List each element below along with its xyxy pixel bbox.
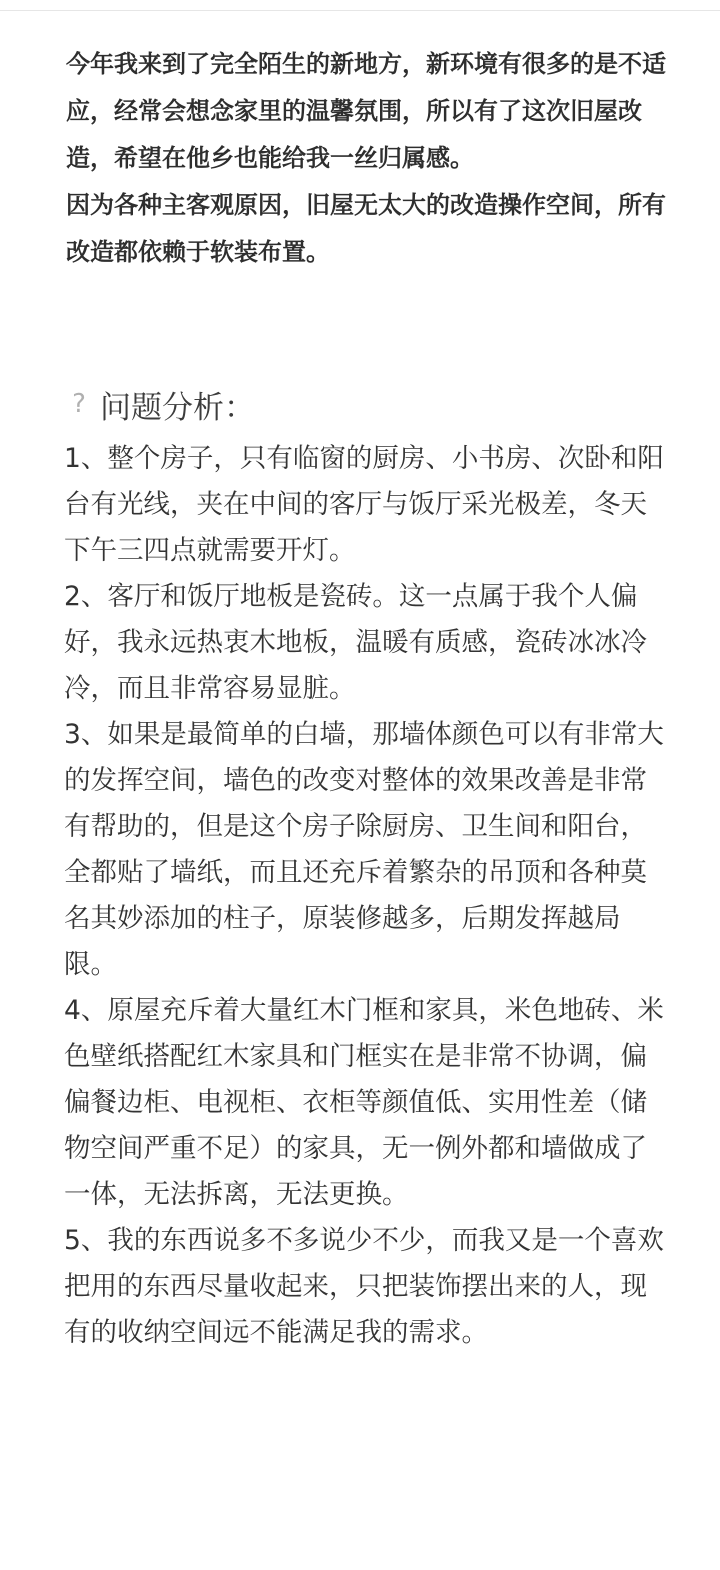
list-item: 2、客厅和饭厅地板是瓷砖。这一点属于我个人偏好，我永远热衷木地板，温暖有质感，瓷砖冰冰冷冷，而且非常容易显脏。 <box>64 581 647 704</box>
list-item: 4、原屋充斥着大量红木门框和家具，米色地砖、米色壁纸搭配红木家具和门框实在是非常不协调，偏偏餐边柜、电视柜、衣柜等颜值低、实用性差（储物空间严重不足）的家具，无一例外都和墙做成了一体，无法拆离，无法更换。 <box>64 995 664 1210</box>
question-icon: ? <box>72 389 86 419</box>
list-item: 5、我的东西说多不多说少不少，而我又是一个喜欢把用的东西尽量收起来，只把装饰摆出来的人，现有的收纳空间远不能满足我的需求。 <box>64 1225 664 1348</box>
intro-paragraph: 因为各种主客观原因，旧屋无太大的改造操作空间，所有改造都依赖于软装布置。 <box>66 190 666 266</box>
section-heading <box>62 376 255 432</box>
intro-paragraph: 今年我来到了完全陌生的新地方，新环境有很多的是不适应，经常会想念家里的温馨氛围，所以有了这次旧屋改造，希望在他乡也能给我一丝归属感。 <box>66 49 666 172</box>
list-item: 1、整个房子，只有临窗的厨房、小书房、次卧和阳台有光线，夹在中间的客厅与饭厅采光极差，冬天下午三四点就需要开灯。 <box>64 443 664 566</box>
section-title: 问题分析： <box>100 389 255 426</box>
top-divider <box>0 10 720 11</box>
analysis-list <box>64 436 664 1356</box>
intro-text <box>66 40 666 275</box>
list-item: 3、如果是最简单的白墙，那墙体颜色可以有非常大的发挥空间，墙色的改变对整体的效果改善是非常有帮助的，但是这个房子除厨房、卫生间和阳台，全都贴了墙纸，而且还充斥着繁杂的吊顶和各种莫名其妙添加的柱子，原装修越多，后期发挥越局限。 <box>64 719 664 980</box>
